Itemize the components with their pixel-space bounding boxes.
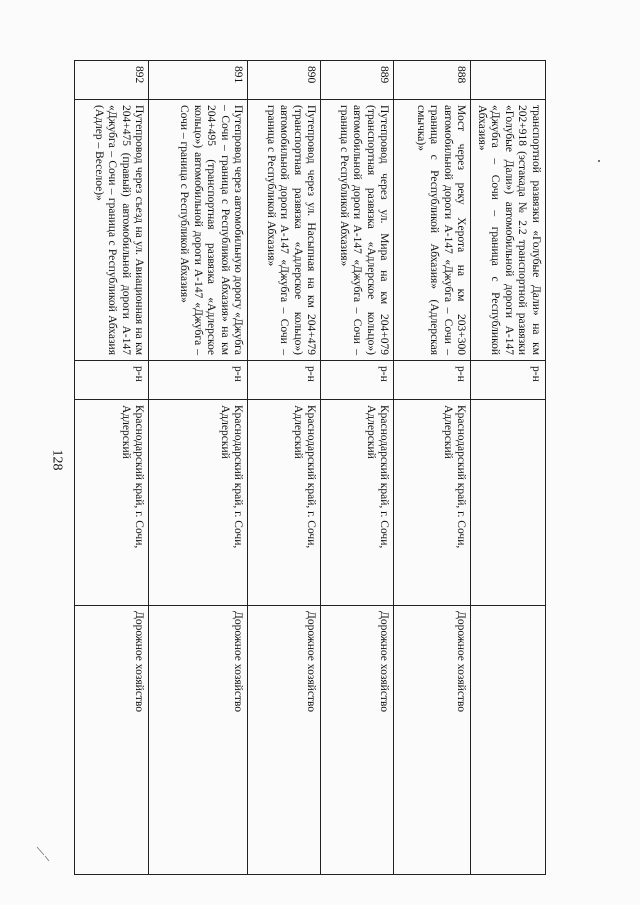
row-number: 891 <box>149 61 248 100</box>
table-row <box>321 61 394 875</box>
district-abbrev: р-н <box>321 361 394 400</box>
object-name: Путепровод через ул. Насыпная на км 204+479 (транспортная развязка «Адлерское кольцо») автомобильной дороги А-147 «Джубга – Сочи – граница с Республикой Абхазия» <box>248 100 321 361</box>
category: Дорожное хозяйство <box>248 606 321 875</box>
district-abbrev: р-н <box>75 361 149 400</box>
object-name: Путепровод через автомобильную дорогу «Джубга – Сочи – граница с Республикой Абхазия» на км 204+495 (транспортная развязка «Адлерское кольцо») автомобильной дороги А-147 «Джубга – Сочи – граница с Республикой Абхазия» <box>149 100 248 361</box>
category: Дорожное хозяйство <box>394 606 471 875</box>
row-number: 889 <box>321 61 394 100</box>
district-abbrev: р-н <box>248 361 321 400</box>
category: Дорожное хозяйство <box>75 606 149 875</box>
object-name: Путепровод через ул. Мира на км 204+079 (транспортная развязка «Адлерское кольцо») автомобильной дороги А-147 «Джубга – Сочи – граница с Республикой Абхазия» <box>321 100 394 361</box>
table-row <box>75 61 149 875</box>
location: Краснодарский край, г. Сочи, Адлерский <box>149 400 248 606</box>
table-row <box>149 61 248 875</box>
location: Краснодарский край, г. Сочи, Адлерский <box>75 400 149 606</box>
category: Дорожное хозяйство <box>149 606 248 875</box>
district-abbrev: р-н <box>394 361 471 400</box>
row-number: 888 <box>394 61 471 100</box>
page-number: 128 <box>49 449 65 471</box>
object-name: Путепровод через съезд на ул. Авиационная на км 204+475 (правый) автомобильной дороги А-147 «Джубга – Сочи – граница с Республикой Абхазия (Адлер – Веселое)» <box>75 100 149 361</box>
scan-mark <box>36 846 56 864</box>
row-number: 892 <box>75 61 149 100</box>
registry-table <box>75 60 547 875</box>
scan-dot <box>598 160 600 162</box>
table-row <box>394 61 471 875</box>
district-abbrev: р-н <box>471 361 546 400</box>
object-name: транспортной развязки «Голубые Дали» на км 202+918 (эстакада № 2.2 транспортной развязки «Голубые Дали») автомобильной дороги А-147 «Джубга – Сочи – граница с Республикой Абхазия» <box>471 100 546 361</box>
row-number: 890 <box>248 61 321 100</box>
location: Краснодарский край, г. Сочи, Адлерский <box>394 400 471 606</box>
location <box>471 400 546 606</box>
table-row <box>471 61 546 875</box>
district-abbrev: р-н <box>149 361 248 400</box>
category: Дорожное хозяйство <box>321 606 394 875</box>
row-number <box>471 61 546 100</box>
object-name: Мост через реку Херота на км 203+300 автомобильной дороги А-147 «Джубга – Сочи – граница с Республикой Абхазия» (Адлерская смычка)» <box>394 100 471 361</box>
rotated-table-wrapper <box>77 60 546 819</box>
location: Краснодарский край, г. Сочи, Адлерский <box>321 400 394 606</box>
location: Краснодарский край, г. Сочи, Адлерский <box>248 400 321 606</box>
table-row <box>248 61 321 875</box>
category <box>471 606 546 875</box>
